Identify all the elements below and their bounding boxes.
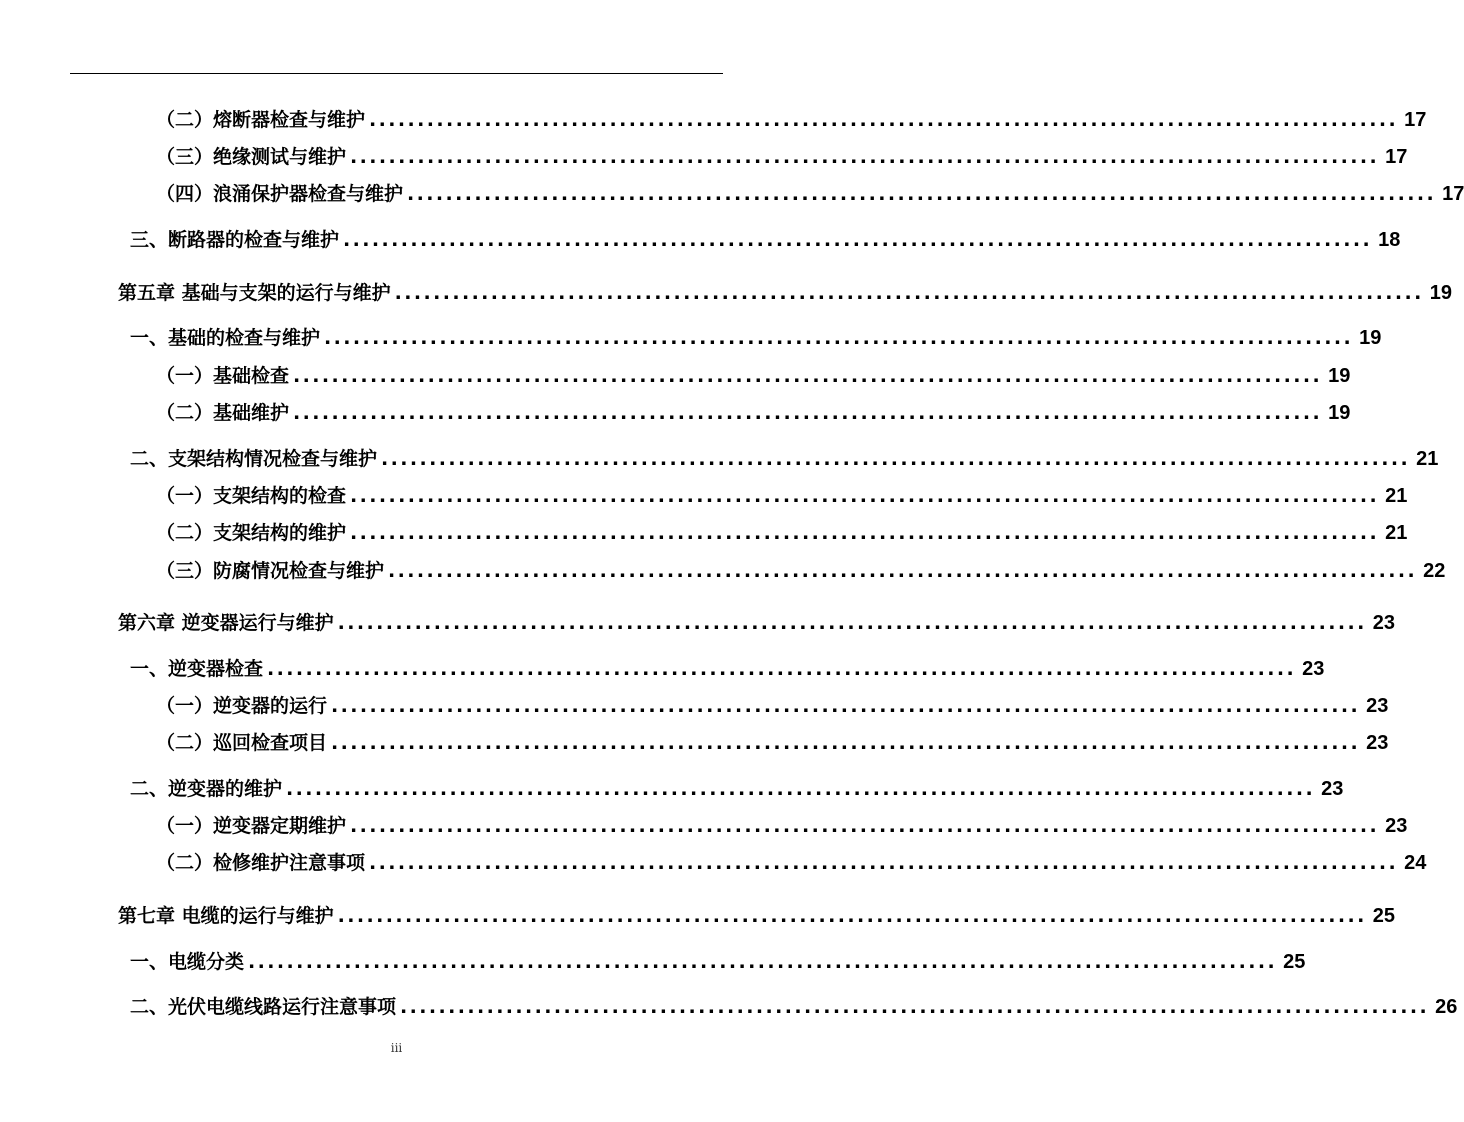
toc-entry[interactable]	[156, 178, 1464, 206]
toc-entry-page: 25	[1372, 905, 1395, 927]
dot-leader: ...........................................................................................................	[337, 612, 1367, 634]
toc-entry[interactable]	[130, 224, 1401, 252]
toc-entry-page: 23	[1321, 778, 1344, 800]
toc-entry[interactable]	[156, 360, 1351, 388]
dot-leader: ...........................................................................................................	[343, 229, 1373, 251]
dot-leader: ...........................................................................................................	[331, 732, 1361, 754]
toc-entry-page: 19	[1328, 402, 1351, 424]
toc-entry-page: 23	[1372, 612, 1395, 634]
dot-leader: ...........................................................................................................	[381, 448, 1411, 470]
toc-entry[interactable]	[130, 322, 1382, 350]
toc-entry-page: 19	[1429, 282, 1452, 304]
toc-entry[interactable]	[118, 607, 1395, 635]
toc-entry-title: （二）检修维护注意事项	[156, 852, 366, 874]
toc-entry[interactable]	[130, 773, 1344, 801]
toc-entry-page: 23	[1366, 695, 1389, 717]
toc-entry[interactable]	[130, 991, 1458, 1019]
toc-entry-title: （一）支架结构的检查	[156, 485, 347, 507]
toc-entry[interactable]	[130, 653, 1325, 681]
toc-entry-title: 二、支架结构情况检查与维护	[130, 448, 378, 470]
toc-entry[interactable]	[118, 900, 1395, 928]
toc-entry-title: （三）防腐情况检查与维护	[156, 560, 385, 582]
toc-entry-page: 17	[1442, 183, 1464, 205]
dot-leader: ...........................................................................................................	[293, 365, 1323, 387]
toc-entry[interactable]	[118, 277, 1452, 305]
toc-entry-title: 第五章 基础与支架的运行与维护	[118, 282, 391, 304]
toc-entry-title: 一、基础的检查与维护	[130, 327, 321, 349]
toc-entry[interactable]	[156, 517, 1408, 545]
toc-entry[interactable]	[156, 104, 1427, 132]
toc-entry-page: 23	[1302, 658, 1325, 680]
toc-entry-page: 23	[1385, 815, 1408, 837]
dot-leader: ...........................................................................................................	[350, 146, 1380, 168]
toc-entry[interactable]	[156, 847, 1427, 875]
toc-entry-page: 26	[1435, 996, 1458, 1018]
dot-leader: ...........................................................................................................	[369, 109, 1399, 131]
dot-leader: ...........................................................................................................	[286, 778, 1316, 800]
toc-entry-page: 17	[1404, 109, 1427, 131]
toc-entry-page: 21	[1385, 522, 1408, 544]
toc-entry-title: 二、光伏电缆线路运行注意事项	[130, 996, 397, 1018]
dot-leader: ...........................................................................................................	[369, 852, 1399, 874]
dot-leader: ...........................................................................................................	[248, 951, 1278, 973]
dot-leader: ...........................................................................................................	[337, 905, 1367, 927]
toc-entry-page: 23	[1366, 732, 1389, 754]
toc-entry-page: 25	[1283, 951, 1306, 973]
toc-entry-page: 19	[1359, 327, 1382, 349]
toc-entry[interactable]	[156, 690, 1389, 718]
dot-leader: ...........................................................................................................	[350, 485, 1380, 507]
dot-leader: ...........................................................................................................	[293, 402, 1323, 424]
toc-entry-page: 17	[1385, 146, 1408, 168]
toc-entry-page: 22	[1423, 560, 1446, 582]
toc-entry[interactable]	[130, 946, 1306, 974]
toc-entry-page: 24	[1404, 852, 1427, 874]
toc-entry-title: （二）基础维护	[156, 402, 290, 424]
toc-entry-title: 一、电缆分类	[130, 951, 245, 973]
page-number: iii	[390, 1041, 403, 1055]
toc-entry-title: 三、断路器的检查与维护	[130, 229, 340, 251]
dot-leader: ...........................................................................................................	[267, 658, 1297, 680]
dot-leader: ...........................................................................................................	[331, 695, 1361, 717]
toc-entry-title: （三）绝缘测试与维护	[156, 146, 347, 168]
dot-leader: ...........................................................................................................	[350, 522, 1380, 544]
toc-entry-page: 19	[1328, 365, 1351, 387]
toc-entry-title: （一）逆变器的运行	[156, 695, 328, 717]
dot-leader: ...........................................................................................................	[350, 815, 1380, 837]
dot-leader: ...........................................................................................................	[394, 282, 1424, 304]
toc-entry[interactable]	[130, 443, 1439, 471]
dot-leader: ...........................................................................................................	[388, 560, 1418, 582]
toc-entry-title: 二、逆变器的维护	[130, 778, 283, 800]
toc-entry-page: 18	[1378, 229, 1401, 251]
toc-entry-title: 一、逆变器检查	[130, 658, 264, 680]
toc-entry-page: 21	[1416, 448, 1439, 470]
toc-entry-title: （二）巡回检查项目	[156, 732, 328, 754]
toc-entry[interactable]	[156, 727, 1389, 755]
toc-entry-title: （四）浪涌保护器检查与维护	[156, 183, 404, 205]
toc-entry-title: （二）支架结构的维护	[156, 522, 347, 544]
dot-leader: ...........................................................................................................	[324, 327, 1354, 349]
dot-leader: ...........................................................................................................	[400, 996, 1430, 1018]
toc-entry[interactable]	[156, 480, 1408, 508]
dot-leader: ...........................................................................................................	[407, 183, 1437, 205]
toc-entry-title: 第六章 逆变器运行与维护	[118, 612, 334, 634]
toc-entry-title: （二）熔断器检查与维护	[156, 109, 366, 131]
toc-entry-title: （一）基础检查	[156, 365, 290, 387]
toc-entry[interactable]	[156, 397, 1351, 425]
toc-entry[interactable]	[156, 555, 1446, 583]
toc-entry-page: 21	[1385, 485, 1408, 507]
toc-entry[interactable]	[156, 141, 1408, 169]
toc-entry-title: 第七章 电缆的运行与维护	[118, 905, 334, 927]
toc-entry[interactable]	[156, 810, 1408, 838]
toc-entry-title: （一）逆变器定期维护	[156, 815, 347, 837]
